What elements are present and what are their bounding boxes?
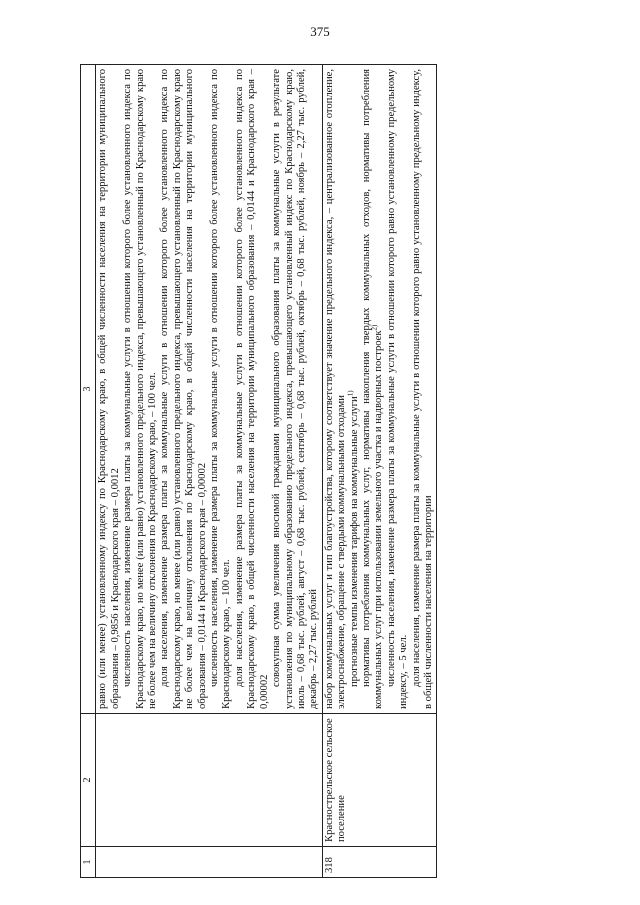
paragraph bbox=[346, 69, 361, 709]
paragraph bbox=[361, 69, 386, 709]
data-table bbox=[80, 64, 437, 878]
rotated-page-area bbox=[80, 66, 618, 878]
paragraph: совокупная сумма увеличения вносимой гражданами муниципального образования платы за коммунальные услуги в результате установления по муниципальному образованию предельного индекса, превышающего установленный индекс по Краснодарскому краю, июль – 0,68 тыс. рублей, август – 0,68 тыс. рублей, сентябрь – 0,68 тыс. рублей, октябрь – 0,68 тыс. рублей, ноябрь – 2,27 тыс. рублей, декабрь – 2,27 тыс. рублей bbox=[271, 69, 320, 709]
paragraph: доля населения, изменение размера платы за коммунальные услуги в отношении которого более установленного индекса по Краснодарскому краю, но менее (или равно) установленного предельного индекса, превышающего установленный по Краснодарскому краю не более чем на величину отклонения по Краснодарскому краю, в общей численности населения на территории муниципального образования – 0,0144 и Краснодарского края – 0,00002 bbox=[159, 69, 208, 709]
cell-continuation-text bbox=[96, 65, 322, 714]
footnote-marker: 1) bbox=[346, 390, 354, 397]
column-header-1: 1 bbox=[81, 847, 96, 878]
paragraph-text: прогнозные темпы изменения тарифов на коммунальные услуги bbox=[348, 396, 360, 687]
table-header-row bbox=[81, 65, 96, 878]
row-number: 318 bbox=[322, 847, 437, 878]
column-header-3: 3 bbox=[81, 65, 96, 714]
table-row-318 bbox=[322, 65, 437, 878]
paragraph: численность населения, изменение размера платы за коммунальные услуги в отношении которого равно установленному предельному индексу, – 5 чел. bbox=[385, 69, 410, 709]
paragraph: доля населения, изменение размера платы за коммунальные услуги в отношении которого более установленного индекса по Краснодарскому краю, в общей численности населения на территории муниципального образования – 0,0144 и Краснодарского края – 0,00002 bbox=[233, 69, 270, 709]
page-number: 375 bbox=[310, 24, 330, 39]
column-header-2: 2 bbox=[81, 714, 96, 847]
paragraph: численность населения, изменение размера платы за коммунальные услуги в отношении которого более установленного индекса по Краснодарскому краю, – 100 чел. bbox=[209, 69, 233, 709]
paragraph: набор коммунальных услуг и тип благоустройства, которому соответствует значение предельного индекса, – централизованное отопление, электроснабжение, обращение с твердыми коммунальными отходами bbox=[323, 69, 348, 709]
settlement-name: Краснострельское сельское поселение bbox=[322, 714, 437, 847]
paragraph-text: нормативы потребления коммунальных услуг, нормативы накопления твердых коммунальных отходов, нормативы потребления коммунальных услуг при использовании земельного участка и надворных построек bbox=[360, 69, 385, 709]
cell-name-empty bbox=[96, 714, 322, 847]
cell-row-318-text bbox=[322, 65, 437, 714]
paragraph: доля населения, изменение размера платы за коммунальные услуги в отношении которого равно установленному предельному индексу, в общей численности населения на территории bbox=[410, 69, 434, 709]
table-row-continuation bbox=[96, 65, 322, 878]
footnote-marker: 2) bbox=[370, 324, 379, 331]
landscape-table-container bbox=[80, 66, 618, 878]
paragraph: численность населения, изменение размера платы за коммунальные услуги в отношении которого более установленного индекса по Краснодарскому краю, но менее (или равно) установленного предельного индекса, превышающего установленный по Краснодарскому краю не более чем на величину отклонения по Краснодарскому краю, – 100 чел. bbox=[122, 69, 159, 709]
paragraph: равно (или менее) установленному индексу по Краснодарскому краю, в общей численности населения на территории муниципального образования – 0,9856 и Краснодарского края – 0,0012 bbox=[97, 69, 121, 709]
cell-number-empty bbox=[96, 847, 322, 878]
